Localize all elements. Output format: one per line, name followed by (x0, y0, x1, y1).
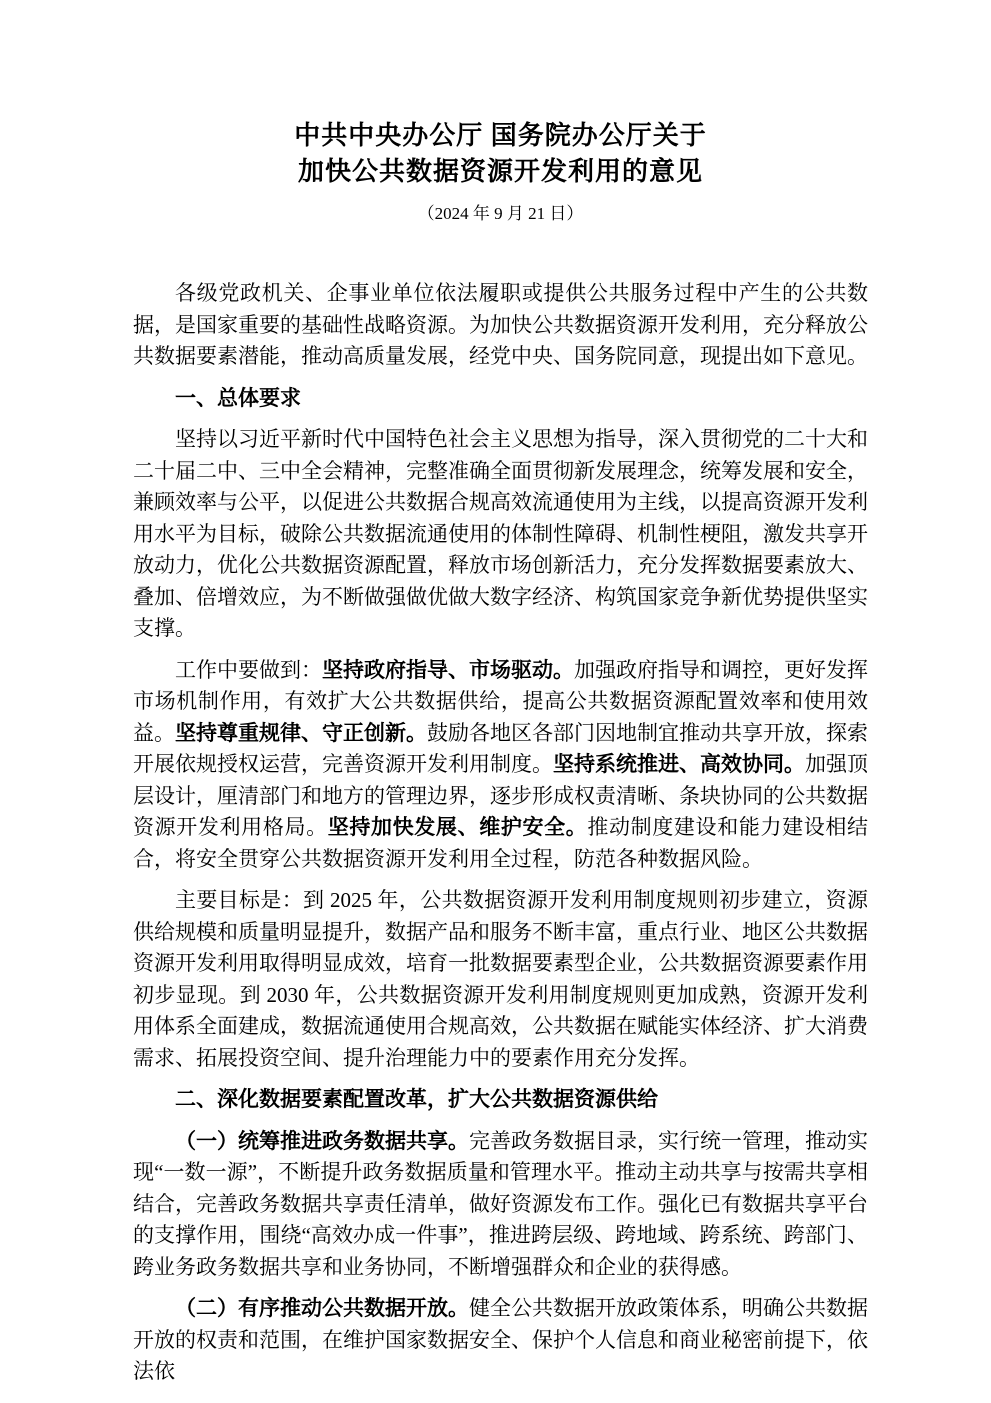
text-segment: 一、总体要求 (175, 385, 301, 410)
document-title (133, 118, 868, 190)
text-segment: 坚持加快发展、维护安全。 (327, 815, 588, 839)
document-title-line2: 加快公共数据资源开发利用的意见 (297, 157, 703, 186)
text-segment: （二）有序推动公共数据开放。 (175, 1296, 469, 1320)
text-segment: 加强政府指导和调控，更好发挥市场机制作用，有效扩大公共数据供给，提高公共数据资源配置效率和使用效益。 (133, 657, 868, 745)
text-segment: 主要目标是：到 2025 年，公共数据资源开发利用制度规则初步建立，资源供给规模和质量明显提升，数据产品和服务不断丰富，重点行业、地区公共数据资源开发利用取得明显成效，培育一批数据要素型企业，公共数据资源要素作用初步显现。到 2030 年，公共数据资源开发利用制度规则更加成熟，资源开发利用体系全面建成，数据流通使用合规高效，公共数据在赋能实体经济、扩大消费需求、拓展投资空间、提升治理能力中的要素作用充分发挥。 (133, 888, 868, 1070)
paragraph (133, 655, 868, 876)
text-segment: 加强顶层设计，厘清部门和地方的管理边界，逐步形成权责清晰、条块协同的公共数据资源开发利用格局。 (133, 752, 868, 839)
text-segment: 推动制度建设和能力建设相结合，将安全贯穿公共数据资源开发利用全过程，防范各种数据风险。 (133, 815, 869, 871)
paragraph (133, 1293, 868, 1388)
paragraph (133, 885, 868, 1074)
paragraph (133, 1126, 868, 1284)
text-segment: 完善政务数据目录，实行统一管理，推动实现“一数一源”，不断提升政务数据质量和管理水平。推动主动共享与按需共享相结合，完善政务数据共享责任清单，做好资源发布工作。强化已有数据共享平台的支撑作用，围绕“高效办成一件事”，推进跨层级、跨地域、跨系统、跨部门、跨业务政务数据共享和业务协同，不断增强群众和企业的获得感。 (133, 1128, 868, 1279)
section-heading (133, 383, 868, 415)
text-segment: （一）统筹推进政务数据共享。 (175, 1128, 469, 1153)
document-date: （2024 年 9 月 21 日） (417, 204, 584, 223)
section-heading (133, 1084, 868, 1116)
paragraph (133, 424, 868, 645)
text-segment: 坚持以习近平新时代中国特色社会主义思想为指导，深入贯彻党的二十大和二十届二中、三中全会精神，完整准确全面贯彻新发展理念，统筹发展和安全，兼顾效率与公平，以促进公共数据合规高效流通使用为主线，以提高资源开发利用水平为目标，破除公共数据流通使用的体制性障碍、机制性梗阻，激发共享开放动力，优化公共数据资源配置，释放市场创新活力，充分发挥数据要素放大、叠加、倍增效应，为不断做强做优做大数字经济、构筑国家竞争新优势提供坚实支撑。 (133, 427, 868, 640)
text-segment: 二、深化数据要素配置改革，扩大公共数据资源供给 (175, 1087, 658, 1111)
document-body (133, 278, 868, 1388)
text-segment: 坚持尊重规律、守正创新。 (175, 720, 427, 745)
text-segment: 坚持系统推进、高效协同。 (553, 752, 805, 776)
text-segment: 坚持政府指导、市场驱动。 (322, 657, 574, 682)
document-title-line1: 中共中央办公厅 国务院办公厅关于 (294, 121, 707, 150)
text-segment: 工作中要做到： (175, 657, 322, 682)
text-segment: 鼓励各地区各部门因地制宜推动共享开放，探索开展依规授权运营，完善资源开发利用制度。 (133, 720, 868, 776)
text-segment: 健全公共数据开放政策体系，明确公共数据开放的权责和范围，在维护国家数据安全、保护个人信息和商业秘密前提下，依法依 (133, 1296, 868, 1383)
paragraph (133, 278, 868, 373)
text-segment: 各级党政机关、企事业单位依法履职或提供公共服务过程中产生的公共数据，是国家重要的基础性战略资源。为加快公共数据资源开发利用，充分释放公共数据要素潜能，推动高质量发展，经党中央、国务院同意，现提出如下意见。 (133, 281, 868, 368)
